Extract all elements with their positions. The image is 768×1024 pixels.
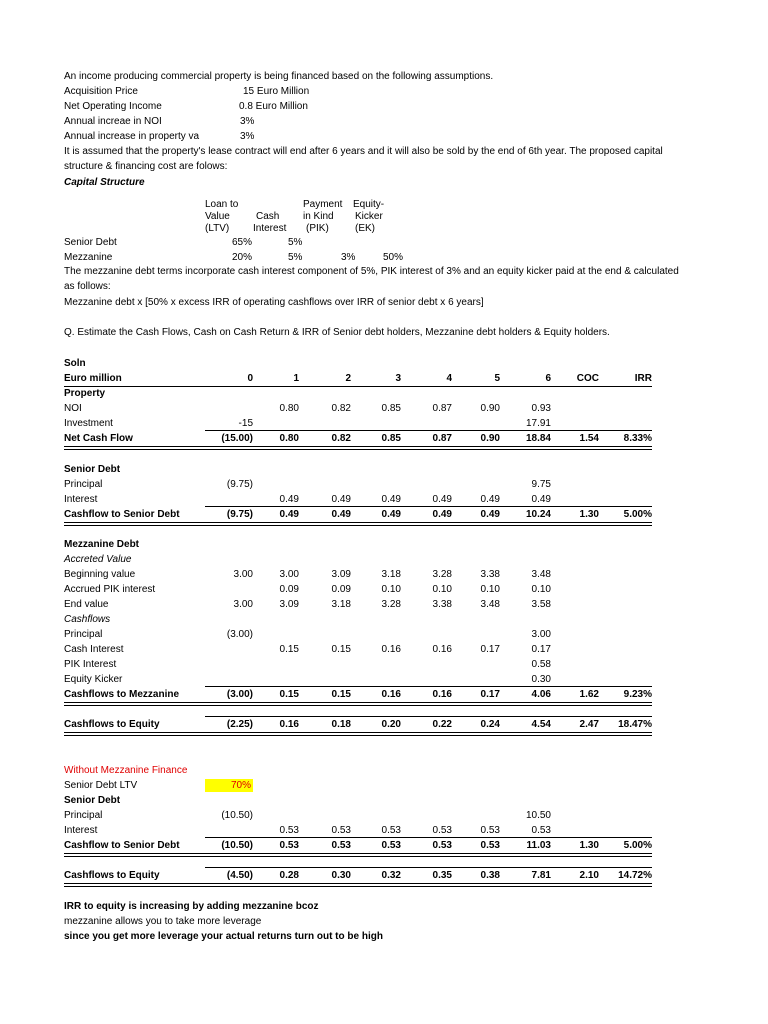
table-cell: 3.09: [331, 569, 351, 580]
table-cell: 0.53: [480, 825, 500, 836]
ltv-header: (LTV): [205, 223, 230, 234]
table-cell: 0.87: [432, 433, 452, 444]
assumption-label: Net Operating Income: [64, 101, 162, 112]
column-header: COC: [576, 373, 599, 384]
intro-line: It is assumed that the property's lease contract will end after 6 years and it will also be sold by the end of 6th year. The proposed capital: [64, 146, 663, 157]
cashflows-title: Cashflows: [64, 614, 111, 625]
table-cell: 0.15: [331, 644, 351, 655]
table-cell: 0.15: [279, 644, 299, 655]
terms-formula: Mezzanine debt x [50% x excess IRR of operating cashflows over IRR of senior debt x 6 years]: [64, 297, 484, 308]
table-cell: 0.10: [480, 584, 500, 595]
note-line: IRR to equity is increasing by adding mezzanine bcoz: [64, 901, 319, 912]
table-cell: 0.16: [432, 689, 452, 700]
ltv-header: Value: [205, 211, 230, 222]
soln-title: Soln: [64, 358, 86, 369]
subtotal-line: [205, 506, 652, 507]
table-cell: 0.82: [331, 403, 351, 414]
mezz-ltv: 20%: [232, 252, 253, 263]
intro-line: An income producing commercial property is being financed based on the following assumptions.: [64, 71, 494, 82]
table-cell: (3.00): [226, 629, 253, 640]
ek-header: Kicker: [355, 211, 383, 222]
column-header: 2: [345, 373, 351, 384]
table-cell: 0.87: [432, 403, 452, 414]
table-cell: 0.53: [432, 825, 452, 836]
table-cell: 3.00: [279, 569, 299, 580]
row-label: Accrued PIK interest: [64, 584, 156, 595]
table-cell: 2.10: [579, 870, 599, 881]
table-cell: 18.47%: [618, 719, 652, 730]
table-cell: 0.28: [279, 870, 299, 881]
table-cell: 1.30: [579, 840, 599, 851]
row-label: Interest: [64, 494, 98, 505]
table-cell: 0.82: [331, 433, 351, 444]
table-cell: 10.50: [525, 810, 551, 821]
mezzanine-title: Mezzanine Debt: [64, 539, 140, 550]
note-line: mezzanine allows you to take more leverage: [64, 916, 262, 927]
terms-line: The mezzanine debt terms incorporate cash interest component of 5%, PIK interest of 3% and an equity kicker paid at the end & calculated: [64, 266, 679, 277]
row-label: Beginning value: [64, 569, 136, 580]
assumption-value: 3%: [240, 131, 255, 142]
row-label: Cashflows to Equity: [64, 719, 160, 730]
table-cell: 3.48: [480, 599, 500, 610]
unit-label: Euro million: [64, 373, 122, 384]
table-cell: 0.09: [279, 584, 299, 595]
senior-ltv: 65%: [232, 237, 253, 248]
table-cell: 0.85: [381, 433, 401, 444]
table-cell: 9.75: [531, 479, 551, 490]
table-cell: 0.17: [531, 644, 551, 655]
without-mezz-title: Without Mezzanine Finance: [64, 765, 188, 776]
intro-line: structure & financing cost are folows:: [64, 161, 228, 172]
question: Q. Estimate the Cash Flows, Cash on Cash Return & IRR of Senior debt holders, Mezzanine debt holders & Equity holders.: [64, 327, 610, 338]
subtotal-line: [205, 716, 652, 717]
senior-cash: 5%: [288, 237, 303, 248]
table-cell: 0.17: [480, 689, 500, 700]
table-cell: (2.25): [226, 719, 253, 730]
pik-header: (PIK): [306, 223, 329, 234]
table-cell: 1.62: [579, 689, 599, 700]
senior-ltv-label: Senior Debt LTV: [64, 780, 138, 791]
table-cell: 0.15: [331, 689, 351, 700]
row-label: Net Cash Flow: [64, 433, 133, 444]
table-cell: 0.53: [480, 840, 500, 851]
table-cell: 0.53: [331, 825, 351, 836]
row-label: Investment: [64, 418, 113, 429]
total-double-underline: [64, 446, 652, 450]
table-cell: 1.54: [579, 433, 599, 444]
assumption-value: 15 Euro Million: [243, 86, 310, 97]
capital-structure-title: Capital Structure: [64, 177, 145, 188]
table-cell: 0.09: [331, 584, 351, 595]
table-cell: 11.03: [526, 840, 551, 851]
table-cell: 0.16: [279, 719, 299, 730]
column-header: 6: [545, 373, 551, 384]
table-cell: 0.53: [531, 825, 551, 836]
row-label: Cash Interest: [64, 644, 124, 655]
ltv-header: Loan to: [205, 199, 239, 210]
table-cell: 0.85: [381, 403, 401, 414]
table-cell: (3.00): [226, 689, 253, 700]
mezz-ek: 50%: [383, 252, 404, 263]
table-cell: 0.49: [432, 509, 452, 520]
table-cell: 0.93: [531, 403, 551, 414]
table-cell: 4.54: [531, 719, 551, 730]
header-underline: [64, 386, 652, 387]
table-cell: 17.91: [525, 418, 551, 429]
table-cell: 0.30: [331, 870, 351, 881]
assumption-label: Acquisition Price: [64, 86, 138, 97]
table-cell: 0.16: [432, 644, 452, 655]
table-cell: 0.53: [381, 825, 401, 836]
table-cell: 0.35: [432, 870, 452, 881]
table-cell: 5.00%: [623, 840, 652, 851]
table-cell: 0.80: [279, 403, 299, 414]
row-label: PIK Interest: [64, 659, 117, 670]
table-cell: 0.53: [279, 840, 299, 851]
row-label: Equity Kicker: [64, 674, 123, 685]
table-cell: 0.10: [381, 584, 401, 595]
total-double-underline: [64, 732, 652, 736]
table-cell: 0.90: [480, 433, 500, 444]
property-title: Property: [64, 388, 106, 399]
table-cell: 0.17: [480, 644, 500, 655]
table-cell: 0.49: [279, 509, 299, 520]
table-cell: (15.00): [221, 433, 253, 444]
row-label: Cashflow to Senior Debt: [64, 840, 180, 851]
mezzanine-label: Mezzanine: [64, 252, 113, 263]
table-cell: 0.58: [531, 659, 551, 670]
column-header: 3: [395, 373, 401, 384]
subtotal-line: [205, 867, 652, 868]
table-cell: 0.32: [381, 870, 401, 881]
table-cell: 18.84: [525, 433, 551, 444]
row-label: Cashflow to Senior Debt: [64, 509, 180, 520]
table-cell: 3.00: [233, 599, 253, 610]
cash-header: Interest: [253, 223, 287, 234]
table-cell: 7.81: [531, 870, 551, 881]
ek-header: Equity-: [353, 199, 385, 210]
row-label: Interest: [64, 825, 98, 836]
table-cell: 0.22: [432, 719, 452, 730]
table-cell: 3.09: [279, 599, 299, 610]
table-cell: 0.18: [331, 719, 351, 730]
pik-header: in Kind: [303, 211, 334, 222]
table-cell: -15: [238, 418, 253, 429]
column-header: 1: [293, 373, 299, 384]
table-cell: 1.30: [579, 509, 599, 520]
column-header: 0: [247, 373, 253, 384]
table-cell: 14.72%: [618, 870, 652, 881]
subtotal-line: [205, 837, 652, 838]
column-header: 5: [494, 373, 500, 384]
senior-debt-label: Senior Debt: [64, 237, 117, 248]
note-line: since you get more leverage your actual returns turn out to be high: [64, 931, 383, 942]
table-cell: 4.06: [531, 689, 551, 700]
table-cell: 0.15: [279, 689, 299, 700]
table-cell: 0.80: [279, 433, 299, 444]
table-cell: (9.75): [226, 509, 253, 520]
table-cell: 0.90: [480, 403, 500, 414]
cash-header: Cash: [256, 211, 280, 222]
table-cell: 0.38: [480, 870, 500, 881]
column-header: 4: [446, 373, 452, 384]
table-cell: 0.49: [331, 494, 351, 505]
terms-line: as follows:: [64, 281, 111, 292]
assumption-label: Annual increae in NOI: [64, 116, 162, 127]
table-cell: 0.53: [432, 840, 452, 851]
row-label: End value: [64, 599, 109, 610]
subtotal-line: [205, 686, 652, 687]
row-label: Cashflows to Mezzanine: [64, 689, 180, 700]
table-cell: 3.58: [531, 599, 551, 610]
table-cell: 3.48: [531, 569, 551, 580]
total-double-underline: [64, 522, 652, 526]
table-cell: (10.50): [221, 810, 253, 821]
table-cell: 0.30: [531, 674, 551, 685]
senior-debt-title: Senior Debt: [64, 464, 121, 475]
row-label: Cashflows to Equity: [64, 870, 160, 881]
table-cell: 3.28: [432, 569, 452, 580]
ek-header: (EK): [355, 223, 375, 234]
table-cell: 0.49: [279, 494, 299, 505]
table-cell: 0.49: [381, 509, 401, 520]
pik-header: Payment: [303, 199, 343, 210]
table-cell: (10.50): [221, 840, 253, 851]
subtotal-line: [205, 430, 652, 431]
table-cell: 9.23%: [623, 689, 652, 700]
table-cell: 3.28: [381, 599, 401, 610]
assumption-value: 3%: [240, 116, 255, 127]
table-cell: 2.47: [579, 719, 599, 730]
table-cell: 0.49: [480, 509, 500, 520]
row-label: Principal: [64, 810, 103, 821]
table-cell: 0.49: [531, 494, 551, 505]
table-cell: 3.38: [432, 599, 452, 610]
table-cell: (9.75): [226, 479, 253, 490]
mezz-pik: 3%: [341, 252, 356, 263]
table-cell: 0.49: [381, 494, 401, 505]
assumption-value: 0.8 Euro Million: [239, 101, 308, 112]
senior-debt-title: Senior Debt: [64, 795, 121, 806]
table-cell: 0.53: [381, 840, 401, 851]
table-cell: 0.16: [381, 644, 401, 655]
assumption-label: Annual increase in property va: [64, 131, 200, 142]
table-cell: 3.38: [480, 569, 500, 580]
table-cell: (4.50): [226, 870, 253, 881]
table-cell: 3.18: [331, 599, 351, 610]
accreted-value-title: Accreted Value: [64, 554, 132, 565]
table-cell: 0.10: [531, 584, 551, 595]
table-cell: 0.53: [331, 840, 351, 851]
table-cell: 8.33%: [623, 433, 652, 444]
total-double-underline: [64, 883, 652, 887]
total-double-underline: [64, 702, 652, 706]
row-label: Principal: [64, 629, 103, 640]
mezz-cash: 5%: [288, 252, 303, 263]
total-double-underline: [64, 853, 652, 857]
column-header: IRR: [634, 373, 652, 384]
row-label: NOI: [64, 403, 82, 414]
table-cell: 3.18: [381, 569, 401, 580]
table-cell: 3.00: [531, 629, 551, 640]
senior-ltv-input: 70%: [205, 779, 253, 792]
row-label: Principal: [64, 479, 103, 490]
table-cell: 0.24: [480, 719, 500, 730]
table-cell: 0.20: [381, 719, 401, 730]
table-cell: 0.49: [480, 494, 500, 505]
table-cell: 5.00%: [623, 509, 652, 520]
table-cell: 0.53: [279, 825, 299, 836]
table-cell: 0.49: [331, 509, 351, 520]
table-cell: 0.10: [432, 584, 452, 595]
table-cell: 0.16: [381, 689, 401, 700]
table-cell: 0.49: [432, 494, 452, 505]
table-cell: 3.00: [233, 569, 253, 580]
table-cell: 10.24: [525, 509, 551, 520]
